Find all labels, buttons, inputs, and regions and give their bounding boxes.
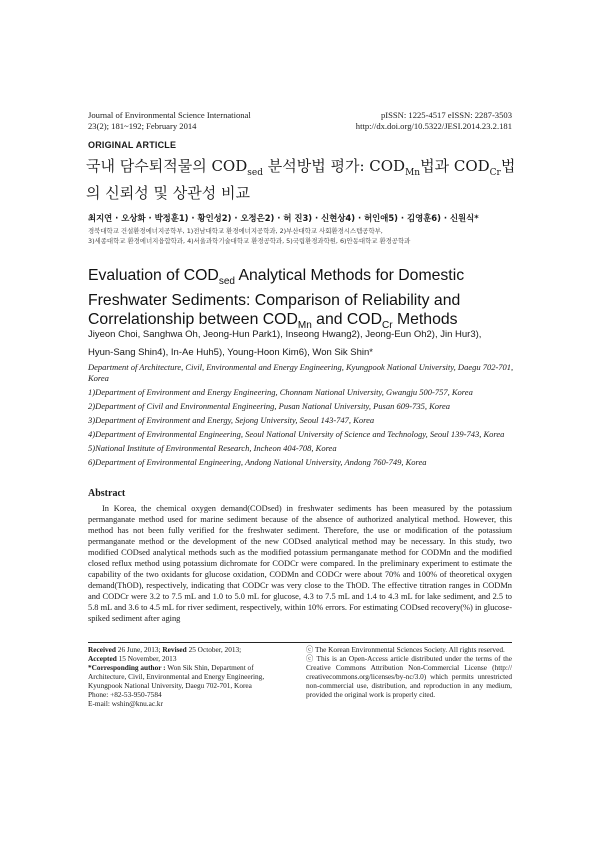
revised-label: Revised <box>162 645 187 654</box>
article-history-footnote <box>88 645 288 708</box>
affiliation-item: Department of Architecture, Civil, Environmental and Energy Engineering, Kyungpook National University, Daegu 702-701, Korea <box>88 362 514 383</box>
received-label: Received <box>88 645 116 654</box>
received-date: 26 June, 2013; <box>117 645 161 654</box>
license-text: ⓒ This is an Open-Access article distributed under the terms of the Creative Commons Attribution Non-Commercial License (http:// creativecommons.org/licenses/by-nc/3.0) which permits unrestricted non-commercial use, distribution, and reproduction in any medium, provided the original work is properly cited. <box>306 654 512 699</box>
license-footnote <box>306 645 512 699</box>
affiliation-item: 2)Department of Civil and Environmental Engineering, Pusan National University, Pusan 609-735, Korea <box>88 401 451 411</box>
abstract-heading: Abstract <box>88 488 126 499</box>
affiliation-item: 3)Department of Environment and Energy, Sejong University, Seoul 143-747, Korea <box>88 415 375 425</box>
english-title: Evaluation of $COD_{sed}$ Analytical Methods for Domestic Freshwater Sediments: Comparison of Reliability and Correlationship between $COD_{Mn}$ and $COD_{Cr}$ Methods <box>88 267 465 332</box>
journal-header-right <box>356 110 512 132</box>
affiliation-item: 4)Department of Environmental Engineering, Seoul National University of Science and Technology, Seoul 139-743, Korea <box>88 429 505 439</box>
affiliation-item: 6)Department of Environmental Engineering, Andong National University, Andong 760-749, Korea <box>88 457 427 467</box>
affiliation-item: 1)Department of Environment and Energy Engineering, Chonnam National University, Gwangju 500-757, Korea <box>88 387 473 397</box>
revised-date: 25 October, 2013; <box>188 645 242 654</box>
journal-issue: 23(2); 181~192; February 2014 <box>88 121 197 131</box>
korean-title: 국내 담수퇴적물의 $COD_{sed}$ 분석방법 평가: $COD_{Mn}$법과 $COD_{Cr}$법의 신뢰성 및 상관성 비교 <box>86 157 516 202</box>
english-authors <box>88 326 528 362</box>
footnote-divider <box>88 642 512 643</box>
corresponding-author: Won Sik Shin, Department of Architecture, Civil, Environmental and Energy Engineering, Kyungpook National University, Daegu 702-701, Korea <box>88 663 265 690</box>
korean-authors: 최지연 · 오상화 · 박정훈1) · 황인성2) · 오정은2) · 허 진3) · 신현상4) · 허인애5) · 김영훈6) · 신원식* <box>88 213 479 223</box>
accepted-label: Accepted <box>88 654 117 663</box>
affiliation-list <box>88 362 528 471</box>
korean-affiliation-line: 3)세종대학교 환경에너지융합학과, 4)서울과학기술대학교 환경공학과, 5)국립환경과학원, 6)안동대학교 환경공학과 <box>88 237 411 245</box>
accepted-date: 15 November, 2013 <box>118 654 177 663</box>
phone: Phone: +82-53-950-7584 <box>88 690 162 699</box>
affiliation-item: 5)National Institute of Environmental Research, Incheon 404-708, Korea <box>88 443 337 453</box>
journal-name: Journal of Environmental Science International <box>88 110 251 120</box>
article-type: ORIGINAL ARTICLE <box>88 140 177 150</box>
journal-header-left <box>88 110 251 132</box>
korean-affiliations <box>88 226 528 246</box>
korean-affiliation-line: 경북대학교 건설환경에너지공학부, 1)전남대학교 환경에너지공학과, 2)부산대학교 사회환경시스템공학부, <box>88 227 383 235</box>
abstract-text: In Korea, the chemical oxygen demand(CODsed) in freshwater sediments has been measured by the potassium permanganate method used for marine sediment because of the absence of authorized analytical method. However, this method has not been fully verified for the freshwater sediment. Therefore, the use or modification of the potassium permanganate method or the development of the new CODsed analytical method may be necessary. In this study, two modified CODsed analytical methods such as the modified potassium permanganate method for CODMn and the modified closed reflux method using potassium dichromate for CODCr were compared. In the preliminary experiment to estimate the capability of the two oxidants for glucose oxidation, CODMn and CODCr were about 70% and 100% of theoretical oxygen demand(ThOD), respectively, indicating that CODCr was very close to the ThOD. The effective titration ranges in CODMn and CODCr were 3.2 to 7.5 mL and 1.0 to 5.0 mL for glucose, 4.3 to 7.5 mL and 1.4 to 4.3 mL for lake sediment, and 2.5 to 5.8 mL and 3.6 to 4.5 mL for river sediment, respectively, within 10% errors. For estimating CODsed recovery(%) in glucose-spiked sediment after aging <box>88 504 512 623</box>
doi-link[interactable]: http://dx.doi.org/10.5322/JESI.2014.23.2.181 <box>355 121 512 131</box>
issn: pISSN: 1225-4517 eISSN: 2287-3503 <box>380 110 512 120</box>
author-line: Hyun-Sang Shin4), In-Ae Huh5), Young-Hoon Kim6), Won Sik Shin* <box>88 347 373 358</box>
corresponding-label: *Corresponding author : <box>88 663 166 672</box>
copyright-line: ⓒ The Korean Environmental Sciences Society. All rights reserved. <box>306 645 505 654</box>
email[interactable]: E-mail: wshin@knu.ac.kr <box>88 699 164 708</box>
author-line: Jiyeon Choi, Sanghwa Oh, Jeong-Hun Park1), Inseong Hwang2), Jeong-Eun Oh2), Jin Hur3), <box>88 329 482 340</box>
